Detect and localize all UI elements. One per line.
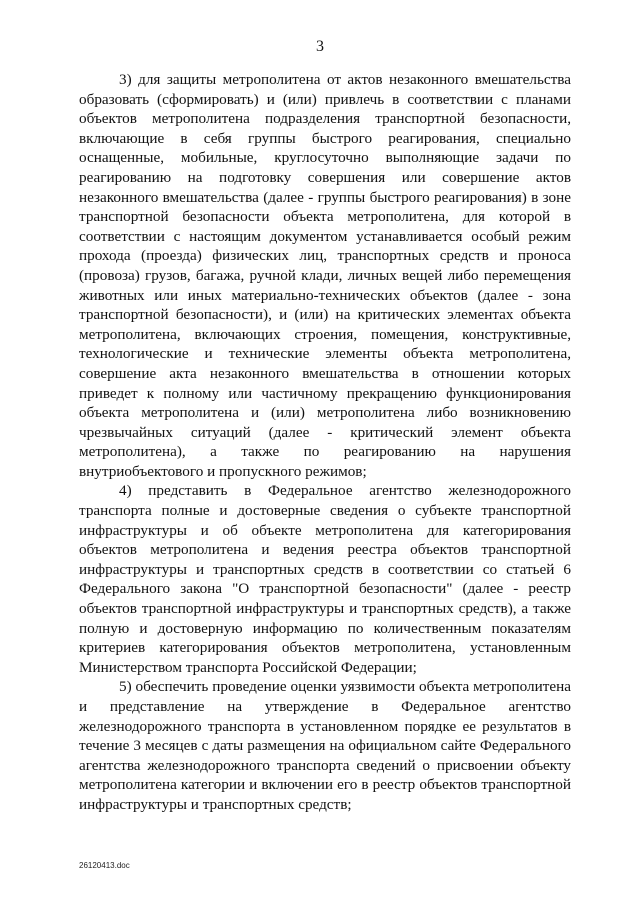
paragraph-item-5: 5) обеспечить проведение оценки уязвимости объекта метрополитена и представление на утверждение в Федеральное агентство железнодорожного транспорта в установленном порядке ее результатов в течение 3 месяцев с даты размещения на официальном сайте Федерального агентства железнодорожного транспорта сведений о присвоении объекту метрополитена категории и включении его в реестр объектов транспортной инфраструктуры и транспортных средств; bbox=[79, 678, 571, 813]
document-body bbox=[79, 70, 571, 815]
paragraph-item-3: 3) для защиты метрополитена от актов незаконного вмешательства образовать (сформировать) и (или) привлечь в соответствии с планами объектов метрополитена подразделения транспортной безопасности, включающие в себя группы быстрого реагирования, специально оснащенные, мобильные, круглосуточно выполняющие задачи по реагированию на подготовку совершения или совершение актов незаконного вмешательства (далее - группы быстрого реагирования) в зоне транспортной безопасности объекта метрополитена, для которой в соответствии с настоящим документом устанавливается особый режим прохода (проезда) физических лиц, транспортных средств и проноса (провоза) грузов, багажа, ручной клади, личных вещей либо перемещения животных или иных материально-технических объектов (далее - зона транспортной безопасности), и (или) на критических элементах объекта метрополитена, включающих строения, помещения, конструктивные, технологические и технические элементы объекта метрополитена, совершение акта незаконного вмешательства в отношении которых приведет к полному или частичному прекращению функционирования объекта метрополитена и (или) метрополитена либо возникновению чрезвычайных ситуаций (далее - критический элемент объекта метрополитена), а также по реагированию на нарушения внутриобъектового и пропускного режимов; bbox=[79, 71, 571, 480]
paragraph-item-4: 4) представить в Федеральное агентство железнодорожного транспорта полные и достоверные сведения о субъекте транспортной инфраструктуры и об объекте метрополитена для категорирования объектов метрополитена и ведения реестра объектов транспортной инфраструктуры и транспортных средств в соответствии со статьей 6 Федерального закона "О транспортной безопасности" (далее - реестр объектов транспортной инфраструктуры и транспортных средств), а также полную и достоверную информацию по количественным показателям критериев категорирования объектов метрополитена, установленным Министерством транспорта Российской Федерации; bbox=[79, 482, 571, 676]
footer-filename: 26120413.doc bbox=[79, 861, 130, 870]
page-number: 3 bbox=[316, 38, 324, 55]
